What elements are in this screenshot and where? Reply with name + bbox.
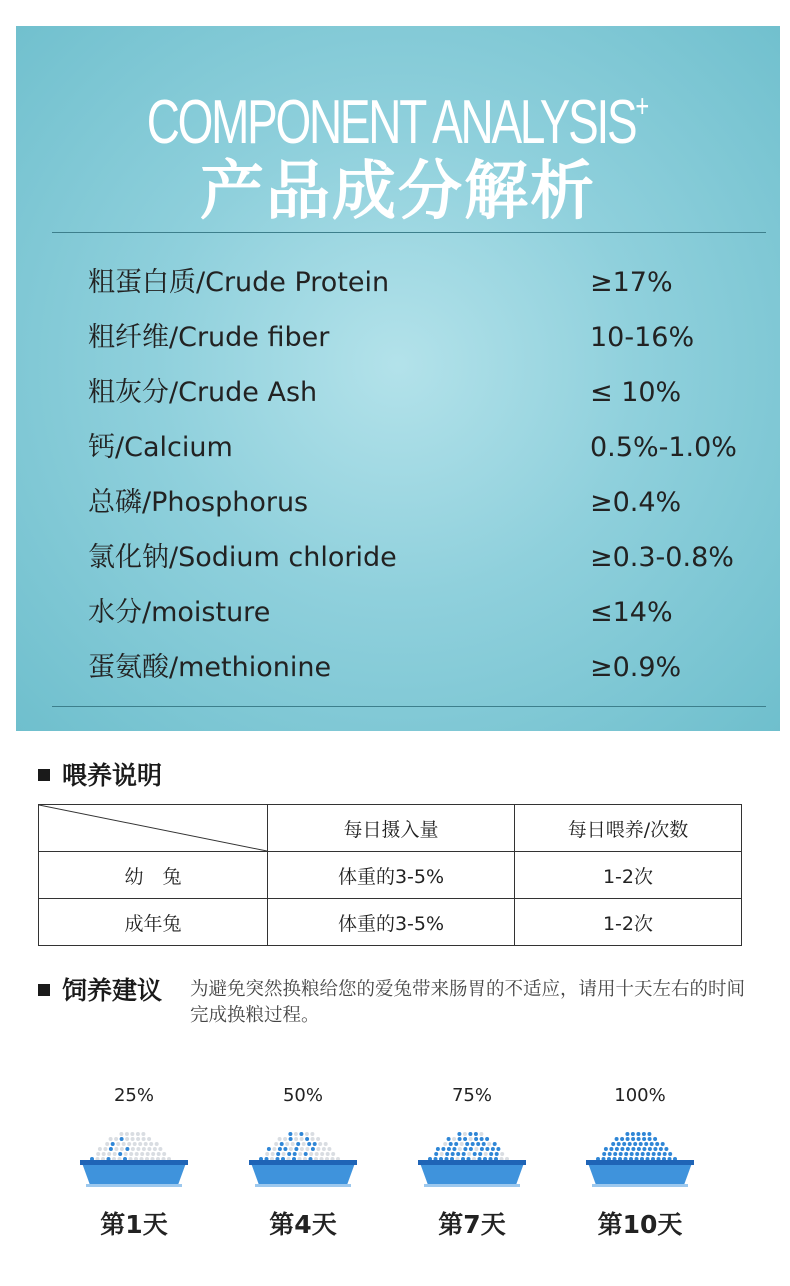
kibble-dot xyxy=(320,1152,324,1156)
kibble-dot xyxy=(324,1142,328,1146)
kibble-dot xyxy=(147,1137,151,1141)
top-divider xyxy=(52,232,766,233)
kibble-dot xyxy=(447,1137,451,1141)
analysis-value: ≤ 10% xyxy=(590,377,682,408)
analysis-name: 氯化钠/Sodium chloride xyxy=(88,542,397,573)
kibble-dot xyxy=(294,1137,298,1141)
kibble-dot xyxy=(443,1142,447,1146)
table-header-row xyxy=(39,805,742,852)
kibble-dot xyxy=(98,1147,102,1151)
kibble-dot xyxy=(293,1152,297,1156)
kibble-dot xyxy=(120,1147,124,1151)
kibble-dot xyxy=(641,1152,645,1156)
analysis-value: ≥0.3-0.8% xyxy=(590,542,734,573)
kibble-dot xyxy=(644,1142,648,1146)
kibble-dot xyxy=(489,1152,493,1156)
analysis-name: 蛋氨酸/methionine xyxy=(88,652,332,683)
component-analysis-panel xyxy=(16,26,780,731)
advice-heading: 饲养建议 xyxy=(38,976,162,1006)
kibble-dot xyxy=(642,1132,646,1136)
kibble-dot xyxy=(626,1147,630,1151)
kibble-dot xyxy=(434,1152,438,1156)
kibble-dot xyxy=(294,1132,298,1136)
kibble-dot xyxy=(307,1142,311,1146)
kibble-dot xyxy=(127,1142,131,1146)
kibble-dot xyxy=(144,1142,148,1146)
kibble-dot xyxy=(661,1142,665,1146)
analysis-name: 粗纤维/Crude fiber xyxy=(88,322,330,353)
feeding-table xyxy=(38,804,742,946)
kibble-dot xyxy=(637,1147,641,1151)
kibble-dot xyxy=(624,1152,628,1156)
kibble-dot xyxy=(289,1137,293,1141)
bowl-body xyxy=(82,1163,186,1185)
kibble-dot xyxy=(302,1142,306,1146)
kibble-dot xyxy=(114,1137,118,1141)
stage-percent: 50% xyxy=(282,1085,323,1106)
kibble-dot xyxy=(113,1152,117,1156)
kibble-dot xyxy=(480,1147,484,1151)
kibble-dot xyxy=(291,1142,295,1146)
kibble-dot xyxy=(622,1142,626,1146)
kibble-dot xyxy=(436,1147,440,1151)
feeding-heading: 喂养说明 xyxy=(38,761,162,791)
kibble-dot xyxy=(288,1132,292,1136)
kibble-dot xyxy=(619,1152,623,1156)
kibble-dot xyxy=(485,1137,489,1141)
table-cell: 幼 兔 xyxy=(39,852,268,899)
stage-day-7 xyxy=(412,1085,532,1241)
chinese-title: 产品成分解析 xyxy=(200,155,596,229)
table-cell: 体重的3-5% xyxy=(268,852,515,899)
kibble-dot xyxy=(608,1152,612,1156)
bowl-base xyxy=(255,1184,351,1187)
kibble-dot xyxy=(458,1147,462,1151)
kibble-dot xyxy=(124,1152,128,1156)
square-bullet-icon xyxy=(38,984,50,996)
kibble-dot xyxy=(611,1142,615,1146)
diagonal-line xyxy=(39,805,267,851)
kibble-dot xyxy=(283,1137,287,1141)
kibble-dot xyxy=(283,1147,287,1151)
kibble-dot xyxy=(274,1142,278,1146)
kibble-dot xyxy=(462,1152,466,1156)
kibble-dot xyxy=(626,1137,630,1141)
bowl-rim xyxy=(586,1160,694,1165)
table-cell: 1-2次 xyxy=(515,899,742,946)
analysis-name: 粗灰分/Crude Ash xyxy=(88,377,318,408)
kibble-dot xyxy=(96,1152,100,1156)
kibble-dot xyxy=(647,1132,651,1136)
kibble-dot xyxy=(298,1152,302,1156)
food-bowl-icon xyxy=(76,1115,192,1189)
stage-day-label: 第10天 xyxy=(597,1210,683,1239)
kibble-dot xyxy=(304,1152,308,1156)
bowl-base xyxy=(424,1184,520,1187)
analysis-name: 粗蛋白质/Crude Protein xyxy=(88,267,390,298)
kibble-dot xyxy=(451,1152,455,1156)
kibble-dot xyxy=(463,1132,467,1136)
food-bowl-icon xyxy=(245,1115,361,1189)
kibble-dot xyxy=(463,1147,467,1151)
kibble-dot xyxy=(474,1147,478,1151)
kibble-dot xyxy=(615,1137,619,1141)
kibble-dot xyxy=(663,1152,667,1156)
kibble-dot xyxy=(272,1147,276,1151)
kibble-dot xyxy=(125,1137,129,1141)
stage-day-label: 第7天 xyxy=(438,1210,506,1239)
kibble-dot xyxy=(493,1142,497,1146)
kibble-dot xyxy=(151,1152,155,1156)
kibble-dot xyxy=(316,1137,320,1141)
kibble-dot xyxy=(463,1137,467,1141)
kibble-dot xyxy=(296,1142,300,1146)
kibble-dot xyxy=(311,1137,315,1141)
kibble-dot xyxy=(604,1147,608,1151)
kibble-dot xyxy=(311,1147,315,1151)
kibble-dot xyxy=(468,1132,472,1136)
kibble-dot xyxy=(142,1137,146,1141)
stage-percent: 75% xyxy=(451,1085,492,1106)
kibble-dot xyxy=(111,1142,115,1146)
kibble-dot xyxy=(162,1152,166,1156)
kibble-dot xyxy=(285,1142,289,1146)
kibble-dot xyxy=(495,1152,499,1156)
stage-day-1 xyxy=(74,1085,194,1241)
analysis-row xyxy=(88,373,768,413)
kibble-dot xyxy=(155,1142,159,1146)
kibble-dot xyxy=(642,1147,646,1151)
column-header: 每日喂养/次数 xyxy=(515,805,742,852)
kibble-dot xyxy=(473,1152,477,1156)
kibble-dot xyxy=(482,1142,486,1146)
kibble-dot xyxy=(315,1152,319,1156)
kibble-dot xyxy=(655,1142,659,1146)
kibble-dot xyxy=(157,1152,161,1156)
stage-percent: 100% xyxy=(614,1085,666,1106)
kibble-dot xyxy=(294,1147,298,1151)
kibble-dot xyxy=(129,1152,133,1156)
kibble-dot xyxy=(309,1152,313,1156)
kibble-dot xyxy=(326,1152,330,1156)
kibble-dot xyxy=(125,1147,129,1151)
table-cell: 1-2次 xyxy=(515,852,742,899)
kibble-dot xyxy=(620,1137,624,1141)
kibble-dot xyxy=(613,1152,617,1156)
kibble-dot xyxy=(136,1137,140,1141)
kibble-dot xyxy=(316,1147,320,1151)
stage-day-10 xyxy=(580,1085,700,1241)
kibble-dot xyxy=(485,1147,489,1151)
kibble-dot xyxy=(331,1152,335,1156)
kibble-dot xyxy=(441,1147,445,1151)
kibble-dot xyxy=(491,1147,495,1151)
kibble-dot xyxy=(267,1147,271,1151)
kibble-dot xyxy=(479,1132,483,1136)
kibble-dot xyxy=(496,1147,500,1151)
kibble-dot xyxy=(650,1142,654,1146)
analysis-value: ≥0.4% xyxy=(590,487,682,518)
english-title: COMPONENT ANALYSIS+ xyxy=(146,88,650,157)
kibble-dot xyxy=(467,1152,471,1156)
kibble-dot xyxy=(122,1142,126,1146)
analysis-name: 钙/Calcium xyxy=(88,432,233,463)
kibble-dot xyxy=(299,1132,303,1136)
bowl-base xyxy=(86,1184,182,1187)
kibble-dot xyxy=(300,1147,304,1151)
kibble-dot xyxy=(465,1142,469,1146)
kibble-dot xyxy=(116,1142,120,1146)
kibble-dot xyxy=(114,1147,118,1151)
kibble-dot xyxy=(322,1147,326,1151)
kibble-dot xyxy=(460,1142,464,1146)
stage-day-label: 第4天 xyxy=(269,1210,337,1239)
bottom-divider xyxy=(52,706,766,707)
kibble-dot xyxy=(642,1137,646,1141)
table-cell: 体重的3-5% xyxy=(268,899,515,946)
kibble-dot xyxy=(125,1132,129,1136)
analysis-value: 0.5%-1.0% xyxy=(590,432,737,463)
kibble-dot xyxy=(440,1152,444,1156)
kibble-dot xyxy=(158,1147,162,1151)
kibble-dot xyxy=(103,1147,107,1151)
bowl-body xyxy=(588,1163,692,1185)
kibble-dot xyxy=(119,1132,123,1136)
kibble-dot xyxy=(631,1147,635,1151)
kibble-dot xyxy=(282,1152,286,1156)
food-bowl-icon xyxy=(414,1115,530,1189)
column-header: 每日摄入量 xyxy=(268,805,515,852)
kibble-dot xyxy=(653,1137,657,1141)
kibble-dot xyxy=(107,1152,111,1156)
kibble-dot xyxy=(630,1152,634,1156)
kibble-dot xyxy=(445,1152,449,1156)
kibble-dot xyxy=(141,1132,145,1136)
table-cell: 成年兔 xyxy=(39,899,268,946)
kibble-dot xyxy=(318,1142,322,1146)
kibble-dot xyxy=(305,1137,309,1141)
square-bullet-icon xyxy=(38,769,50,781)
kibble-dot xyxy=(136,1132,140,1136)
kibble-dot xyxy=(278,1137,282,1141)
kibble-dot xyxy=(469,1137,473,1141)
bowl-body xyxy=(251,1163,355,1185)
kibble-dot xyxy=(456,1152,460,1156)
kibble-dot xyxy=(639,1142,643,1146)
analysis-row xyxy=(88,318,768,358)
kibble-dot xyxy=(280,1142,284,1146)
analysis-name: 总磷/Phosphorus xyxy=(88,487,309,518)
kibble-dot xyxy=(327,1147,331,1151)
kibble-dot xyxy=(287,1152,291,1156)
kibble-dot xyxy=(484,1152,488,1156)
kibble-dot xyxy=(631,1137,635,1141)
kibble-dot xyxy=(140,1152,144,1156)
kibble-dot xyxy=(664,1147,668,1151)
kibble-dot xyxy=(668,1152,672,1156)
analysis-row xyxy=(88,263,768,303)
kibble-dot xyxy=(458,1137,462,1141)
kibble-dot xyxy=(659,1147,663,1151)
stage-day-4 xyxy=(243,1085,363,1241)
analysis-value: 10-16% xyxy=(590,322,695,353)
kibble-dot xyxy=(120,1137,124,1141)
kibble-dot xyxy=(449,1142,453,1146)
kibble-dot xyxy=(130,1132,134,1136)
bowl-body xyxy=(420,1163,524,1185)
bowl-rim xyxy=(418,1160,526,1165)
analysis-name: 水分/moisture xyxy=(88,597,271,628)
stage-percent: 25% xyxy=(113,1085,154,1106)
kibble-dot xyxy=(109,1147,113,1151)
analysis-row xyxy=(88,648,768,688)
kibble-dot xyxy=(300,1137,304,1141)
analysis-value: ≥0.9% xyxy=(590,652,682,683)
analysis-value: ≤14% xyxy=(590,597,673,628)
bowl-base xyxy=(592,1184,688,1187)
kibble-dot xyxy=(109,1137,113,1141)
kibble-dot xyxy=(648,1147,652,1151)
kibble-dot xyxy=(454,1142,458,1146)
kibble-dot xyxy=(653,1147,657,1151)
kibble-dot xyxy=(131,1147,135,1151)
kibble-dot xyxy=(131,1137,135,1141)
kibble-dot xyxy=(633,1142,637,1146)
kibble-dot xyxy=(657,1152,661,1156)
kibble-dot xyxy=(142,1147,146,1151)
kibble-dot xyxy=(310,1132,314,1136)
kibble-dot xyxy=(278,1147,282,1151)
kibble-dot xyxy=(474,1132,478,1136)
kibble-dot xyxy=(136,1147,140,1151)
diagonal-header-cell xyxy=(39,805,268,852)
kibble-dot xyxy=(476,1142,480,1146)
kibble-dot xyxy=(469,1147,473,1151)
kibble-dot xyxy=(102,1152,106,1156)
kibble-dot xyxy=(637,1137,641,1141)
kibble-dot xyxy=(487,1142,491,1146)
kibble-dot xyxy=(620,1147,624,1151)
kibble-dot xyxy=(305,1132,309,1136)
kibble-dot xyxy=(631,1132,635,1136)
kibble-dot xyxy=(602,1152,606,1156)
analysis-row xyxy=(88,538,768,578)
kibble-dot xyxy=(635,1152,639,1156)
kibble-dot xyxy=(500,1152,504,1156)
table-row xyxy=(39,852,742,899)
kibble-dot xyxy=(628,1142,632,1146)
kibble-dot xyxy=(105,1142,109,1146)
kibble-dot xyxy=(138,1142,142,1146)
kibble-dot xyxy=(609,1147,613,1151)
advice-text: 为避免突然换粮给您的爱兔带来肠胃的不适应，请用十天左右的时间完成换粮过程。 xyxy=(190,979,746,1026)
kibble-dot xyxy=(118,1152,122,1156)
analysis-row xyxy=(88,428,768,468)
bowl-rim xyxy=(80,1160,188,1165)
kibble-dot xyxy=(265,1152,269,1156)
kibble-dot xyxy=(313,1142,317,1146)
kibble-dot xyxy=(646,1152,650,1156)
kibble-dot xyxy=(652,1152,656,1156)
food-bowl-icon xyxy=(582,1115,698,1189)
bowl-rim xyxy=(249,1160,357,1165)
kibble-dot xyxy=(452,1137,456,1141)
kibble-dot xyxy=(480,1137,484,1141)
stage-day-label: 第1天 xyxy=(100,1210,168,1239)
analysis-value: ≥17% xyxy=(590,267,673,298)
kibble-dot xyxy=(271,1152,275,1156)
kibble-dot xyxy=(135,1152,139,1156)
kibble-dot xyxy=(149,1142,153,1146)
kibble-dot xyxy=(478,1152,482,1156)
kibble-dot xyxy=(289,1147,293,1151)
kibble-dot xyxy=(457,1132,461,1136)
kibble-dot xyxy=(147,1147,151,1151)
kibble-dot xyxy=(276,1152,280,1156)
kibble-dot xyxy=(625,1132,629,1136)
kibble-dot xyxy=(471,1142,475,1146)
kibble-dot xyxy=(636,1132,640,1136)
kibble-dot xyxy=(617,1142,621,1146)
kibble-dot xyxy=(648,1137,652,1141)
kibble-dot xyxy=(153,1147,157,1151)
kibble-dot xyxy=(615,1147,619,1151)
kibble-dot xyxy=(447,1147,451,1151)
analysis-row xyxy=(88,593,768,633)
kibble-dot xyxy=(305,1147,309,1151)
table-row xyxy=(39,899,742,946)
kibble-dot xyxy=(146,1152,150,1156)
kibble-dot xyxy=(133,1142,137,1146)
analysis-row xyxy=(88,483,768,523)
kibble-dot xyxy=(452,1147,456,1151)
kibble-dot xyxy=(474,1137,478,1141)
title-plus-mark: + xyxy=(635,88,650,124)
